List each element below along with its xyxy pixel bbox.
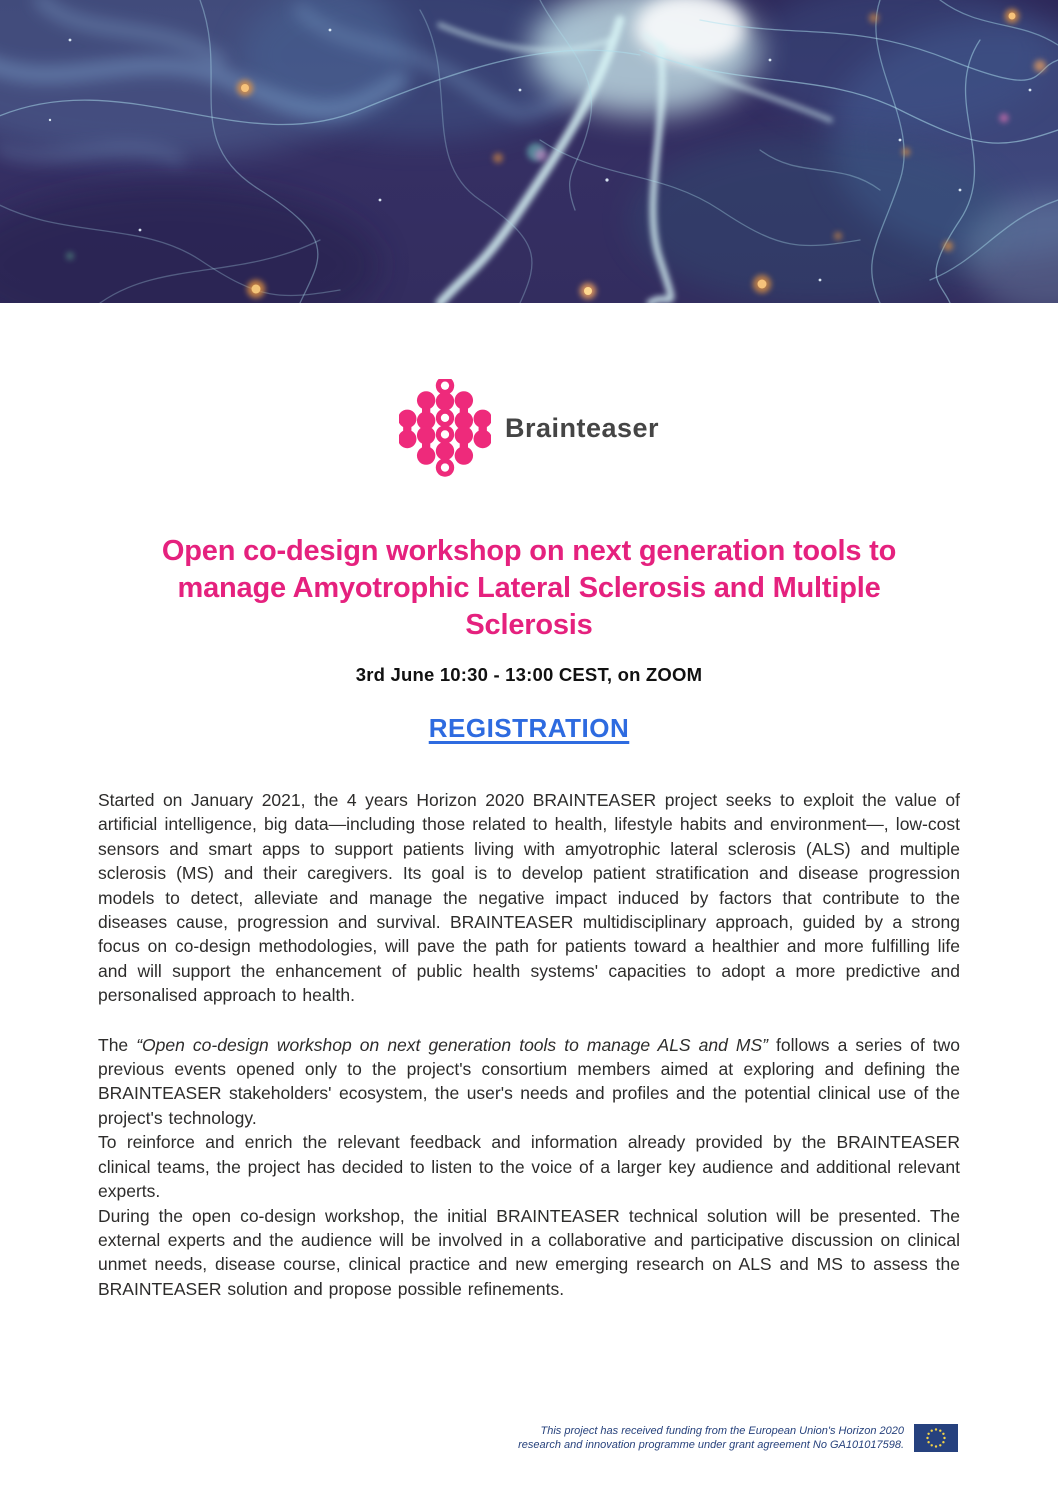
funding-note-line: research and innovation programme under grant agreement No GA101017598. [518,1439,904,1451]
feedback-paragraph: To reinforce and enrich the relevant feedback and information already provided by the BRAINTEASER clinical teams, the project has decided to listen to the voice of a larger key audience and additional relevant experts. [98,1132,960,1202]
registration-link[interactable]: REGISTRATION [428,713,630,743]
funding-footer [518,1424,958,1452]
page-title-line: Open co-design workshop on next generation tools to [161,535,897,567]
funding-note-line: This project has received funding from the European Union's Horizon 2020 [540,1425,904,1437]
body-copy [98,788,960,1301]
eu-flag-icon [914,1424,958,1452]
brainteaser-logo-icon [399,379,491,477]
banner-neural-image [0,0,1058,303]
brand-name: Brainteaser [504,412,660,443]
funding-note [518,1424,904,1452]
workshop-paragraph [98,1033,960,1131]
page-title-line: Sclerosis [465,609,593,641]
page-title-line: manage Amyotrophic Lateral Sclerosis and Multiple [177,572,881,604]
workshop-paragraph-prefix: The [98,1034,137,1055]
registration-row [98,713,960,744]
agenda-paragraph: During the open co-design workshop, the initial BRAINTEASER technical solution will be presented. The external experts and the audience will be involved in a collaborative and participative discussion on clinical unmet needs, disease course, clinical practice and new emerging research on ALS and MS to assess the BRAINTEASER solution and propose possible refinements. [98,1205,960,1299]
event-datetime: 3rd June 10:30 - 13:00 CEST, on ZOOM [355,664,703,685]
page-title [98,533,960,644]
brainteaser-logo [0,379,1058,477]
intro-paragraph: Started on January 2021, the 4 years Horizon 2020 BRAINTEASER project seeks to exploit the value of artificial intelligence, big data—including those related to health, lifestyle habits and environment—, low-cost sensors and smart apps to support patients living with amyotrophic lateral sclerosis (ALS) and multiple sclerosis (MS) and their caregivers. Its goal is to develop patient stratification and disease progression models to detect, alleviate and manage the negative impact induced by factors that contribute to the diseases cause, progression and survival. BRAINTEASER multidisciplinary approach, guided by a strong focus on co-design methodologies, will pave the path for patients toward a healthier and more fulfilling life and will support the enhancement of public health systems' capacities to adopt a more predictive and personalised approach to health. [98,790,960,1006]
workshop-title-quote: “Open co-design workshop on next generation tools to manage ALS and MS” [136,1034,768,1055]
workshop-paragraph-suffix: follows a series of two previous events opened only to the project's consortium members aimed at exploring and defining the BRAINTEASER stakeholders' ecosystem, the user's needs and profiles and the potential clinical use of the project's technology. [98,1034,960,1128]
